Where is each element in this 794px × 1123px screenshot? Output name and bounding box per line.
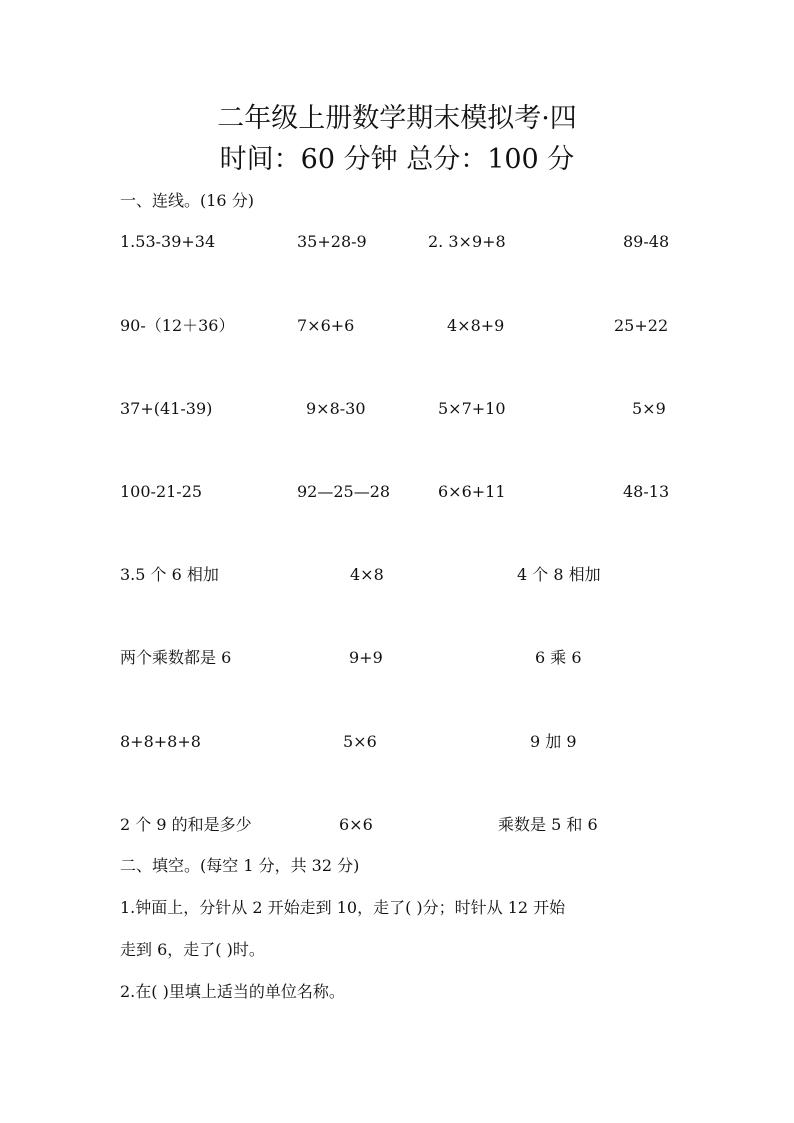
match-item: 6 乘 6 — [535, 648, 582, 667]
section-2-heading: 二、填空。(每空 1 分，共 32 分) — [120, 856, 360, 875]
match-item: 89-48 — [623, 232, 670, 251]
match-item: 9+9 — [349, 648, 383, 667]
match-item: 6×6+11 — [438, 482, 506, 501]
match-item: 6×6 — [339, 815, 373, 834]
question-2: 2.在( )里填上适当的单位名称。 — [120, 982, 345, 1001]
match-item: 48-13 — [623, 482, 670, 501]
match-item: 25+22 — [614, 316, 669, 335]
match-item: 8+8+8+8 — [120, 732, 201, 751]
exam-time-score: 时间：60 分钟 总分：100 分 — [219, 144, 575, 175]
match-item: 90-（12＋36） — [120, 316, 235, 335]
match-item: 3.5 个 6 相加 — [120, 565, 219, 584]
section-1-heading: 一、连线。(16 分) — [120, 191, 254, 210]
match-item: 5×6 — [343, 732, 377, 751]
match-item: 5×9 — [632, 399, 666, 418]
match-item: 4 个 8 相加 — [517, 565, 601, 584]
exam-title: 二年级上册数学期末模拟考·四 — [217, 103, 577, 134]
match-item: 9×8-30 — [306, 399, 366, 418]
match-item: 9 加 9 — [530, 732, 577, 751]
question-1-line-1: 1.钟面上，分针从 2 开始走到 10，走了( )分；时针从 12 开始 — [120, 898, 566, 917]
match-item: 2 个 9 的和是多少 — [120, 815, 252, 834]
match-item: 37+(41-39) — [120, 399, 213, 418]
match-item: 4×8 — [350, 565, 384, 584]
match-item: 7×6+6 — [297, 316, 355, 335]
match-item: 两个乘数都是 6 — [120, 648, 232, 667]
match-item: 4×8+9 — [447, 316, 505, 335]
match-item: 2. 3×9+8 — [428, 232, 506, 251]
match-item: 1.53-39+34 — [120, 232, 216, 251]
match-item: 92—25—28 — [297, 482, 391, 501]
question-1-line-2: 走到 6，走了( )时。 — [120, 940, 265, 959]
match-item: 乘数是 5 和 6 — [498, 815, 598, 834]
match-item: 100-21-25 — [120, 482, 203, 501]
match-item: 35+28-9 — [297, 232, 367, 251]
match-item: 5×7+10 — [438, 399, 506, 418]
